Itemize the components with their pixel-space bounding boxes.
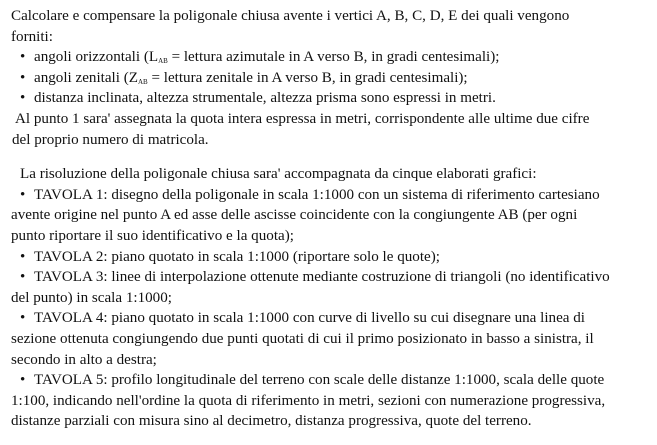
- tavola-2-first-line: [11, 247, 649, 268]
- tavola-1-line-2: avente origine nel punto A ed asse delle ascisse coincidente con la congiungente AB (per ogni: [11, 207, 578, 224]
- list-item-zenith-angles: [11, 68, 649, 89]
- tavola-3-first-line: [11, 267, 649, 288]
- drawings-list: [11, 185, 649, 432]
- list-item-tavola-2: [11, 247, 649, 268]
- quota-line-2: del proprio numero di matricola.: [12, 131, 209, 148]
- tavola-1-first-line: [11, 185, 649, 206]
- paragraph-gap: [11, 150, 649, 164]
- zenith-angles-text-post: = lettura zenitale in A verso B, in gradi centesimali);: [147, 69, 468, 86]
- tavola-3-line-1: TAVOLA 3: linee di interpolazione ottenute mediante costruzione di triangoli (no identificativo: [34, 269, 610, 286]
- list-item-tavola-5: [11, 370, 649, 432]
- tavola-1-line-1: TAVOLA 1: disegno della poligonale in scala 1:1000 con un sistema di riferimento cartesiano: [34, 186, 600, 203]
- intro-line-2: forniti:: [11, 28, 53, 45]
- zenith-angles-subscript: AB: [137, 77, 148, 86]
- tavola-4-line-3: secondo in alto a destra;: [11, 351, 157, 368]
- tavola-5-line-3: distanze parziali con misura sino al decimetro, distanza progressiva, quote del terreno.: [11, 413, 532, 430]
- quota-line-1: Al punto 1 sara' assegnata la quota intera espressa in metri, corrispondente alle ultime due cifre: [15, 110, 590, 127]
- horizontal-angles-text-pre: angoli orizzontali (L: [34, 49, 159, 66]
- list-item-units: [11, 88, 649, 109]
- units-text: distanza inclinata, altezza strumentale, altezza prisma sono espressi in metri.: [34, 90, 496, 107]
- drawings-intro: [11, 164, 649, 185]
- tavola-1-line-3: punto riportare il suo identificativo e la quota);: [11, 227, 294, 244]
- given-data-list: [11, 47, 649, 109]
- quota-paragraph: [11, 109, 649, 150]
- tavola-5-first-line: [11, 370, 649, 391]
- tavola-5-line-1: TAVOLA 5: profilo longitudinale del terreno con scale delle distanze 1:1000, scala delle quote: [34, 372, 605, 389]
- bullet-icon: •: [20, 248, 26, 265]
- list-item-tavola-3: [11, 267, 649, 308]
- intro-paragraph: [11, 6, 649, 47]
- bullet-icon: •: [20, 310, 26, 327]
- tavola-4-line-1: TAVOLA 4: piano quotato in scala 1:1000 con curve di livello su cui disegnare una linea di: [34, 310, 585, 327]
- tavola-2-line-1: TAVOLA 2: piano quotato in scala 1:1000 (riportare solo le quote);: [34, 248, 440, 265]
- list-item-tavola-1: [11, 185, 649, 247]
- horizontal-angles-text-post: = lettura azimutale in A verso B, in gradi centesimali);: [167, 49, 500, 66]
- list-item-horizontal-angles: [11, 47, 649, 68]
- bullet-icon: •: [20, 49, 26, 66]
- bullet-icon: •: [20, 269, 26, 286]
- horizontal-angles-subscript: AB: [158, 57, 168, 66]
- zenith-angles-text-pre: angoli zenitali (Z: [34, 69, 138, 86]
- bullet-icon: •: [20, 90, 26, 107]
- tavola-3-line-2: del punto) in scala 1:1000;: [11, 289, 172, 306]
- bullet-icon: •: [20, 69, 26, 86]
- tavola-4-first-line: [11, 308, 649, 329]
- list-item-tavola-4: [11, 308, 649, 370]
- drawings-intro-line: La risoluzione della poligonale chiusa sara' accompagnata da cinque elaborati grafici:: [20, 166, 537, 183]
- tavola-5-line-2: 1:100, indicando nell'ordine la quota di riferimento in metri, sezioni con numerazione progressiva,: [11, 392, 606, 409]
- bullet-icon: •: [20, 186, 26, 203]
- tavola-4-line-2: sezione ottenuta congiungendo due punti quotati di cui il primo posizionato in basso a sinistra, il: [11, 330, 594, 347]
- intro-line-1: Calcolare e compensare la poligonale chiusa avente i vertici A, B, C, D, E dei quali vengono: [11, 8, 570, 24]
- bullet-icon: •: [20, 372, 26, 389]
